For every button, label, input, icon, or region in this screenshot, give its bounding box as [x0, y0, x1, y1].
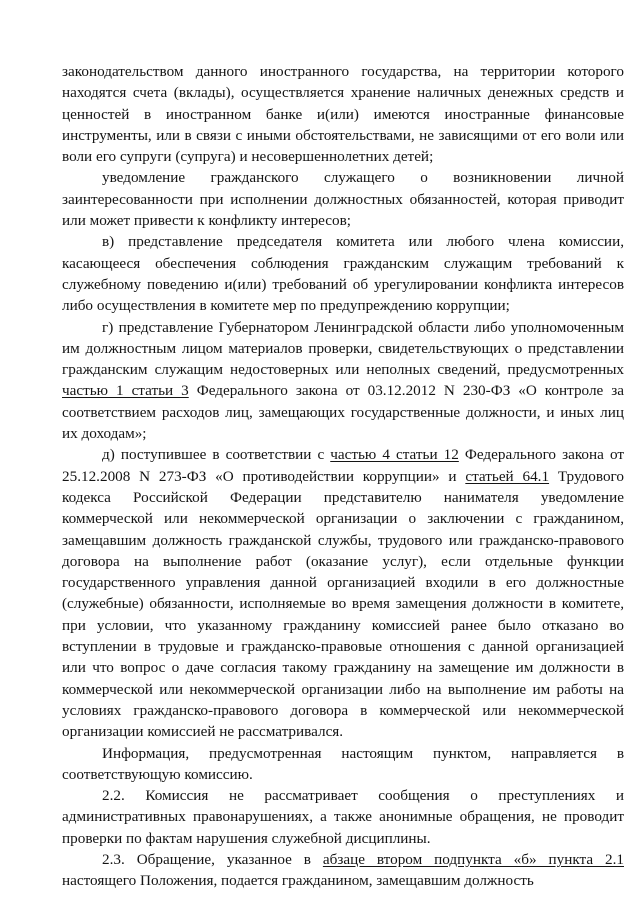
paragraph-text: г) представление Губернатором Ленинградской области либо уполномоченным им должностным лицом материалов проверки, свидетельствующих о представлении гражданским служащим недостоверных или неполных сведений, предусмотренных: [62, 318, 624, 379]
paragraph-item-g: [62, 317, 624, 445]
document-body: [62, 61, 624, 892]
paragraph-text: д) поступившее в соответствии с: [102, 446, 331, 464]
paragraph-2-2: 2.2. Комиссия не рассматривает сообщения о преступлениях и административных правонарушениях, а также анонимные обращения, не проводит проверки по фактам нарушения служебной дисциплины.: [62, 787, 624, 847]
paragraph-2-3: [62, 849, 624, 892]
paragraph-text: Трудового кодекса Российской Федерации представителю нанимателя уведомление коммерческой или некоммерческой организации о заключении с гражданином, замещавшим должность гражданской службы, трудового или гражданско-правового договора на выполнение работ (оказание услуг), если отдельные функции государственного управления данной организацией входили в его должностные (служебные) обязанности, исполняемые во время замещения должности в комитете, при условии, что указанному гражданину комиссией ранее было отказано во вступлении в трудовые и гражданско-правовые отношения с данной организацией или что вопрос о даче согласия такому гражданину на замещение им должности в коммерческой или некоммерческой организации либо на выполнение им работы на условиях гражданско-правового договора в коммерческой или некоммерческой организации комиссией не рассматривался.: [62, 467, 625, 741]
paragraph-text: 2.3. Обращение, указанное в: [102, 850, 323, 868]
paragraph-information: Информация, предусмотренная настоящим пунктом, направляется в соответствующую комиссию.: [62, 744, 624, 783]
clause-reference-link[interactable]: абзаце втором подпункта «б» пункта 2.1: [322, 850, 624, 868]
law-reference-link[interactable]: частью 4 статьи 12: [330, 446, 459, 464]
paragraph-item-v: в) представление председателя комитета или любого члена комиссии, касающееся обеспечения соблюдения гражданским служащим требований к служебному поведению и(или) требований об урегулировании конфликта интересов либо осуществления в комитете мер по предупреждению коррупции;: [62, 233, 624, 315]
paragraph-text: Федерального закона от 03.12.2012 N 230-ФЗ «О контроле за соответствием расходов лиц, замещающих государственные должности, и иных лиц их доходам»;: [62, 382, 624, 443]
paragraph-text: настоящего Положения, подается гражданином, замещавшим должность: [62, 872, 534, 890]
paragraph-conflict-notice: уведомление гражданского служащего о возникновении личной заинтересованности при исполнении должностных обязанностей, которая приводит или может привести к конфликту интересов;: [62, 169, 624, 230]
law-reference-link[interactable]: частью 1 статьи 3: [62, 382, 189, 400]
labor-code-reference-link[interactable]: статьей 64.1: [465, 467, 550, 485]
paragraph-text: Федерального закона от 25.12.2008 N 273-ФЗ «О противодействии коррупции» и: [62, 446, 624, 485]
paragraph-item-d: [62, 444, 624, 742]
paragraph-foreign-accounts: законодательством данного иностранного государства, на территории которого находятся счета (вклады), осуществляется хранение наличных денежных средств и ценностей в иностранном банке и(или) имеются иностранные финансовые инструменты, или в связи с иными обстоятельствами, не зависящими от его воли или воли его супруги (супруга) и несовершеннолетних детей;: [62, 63, 624, 166]
